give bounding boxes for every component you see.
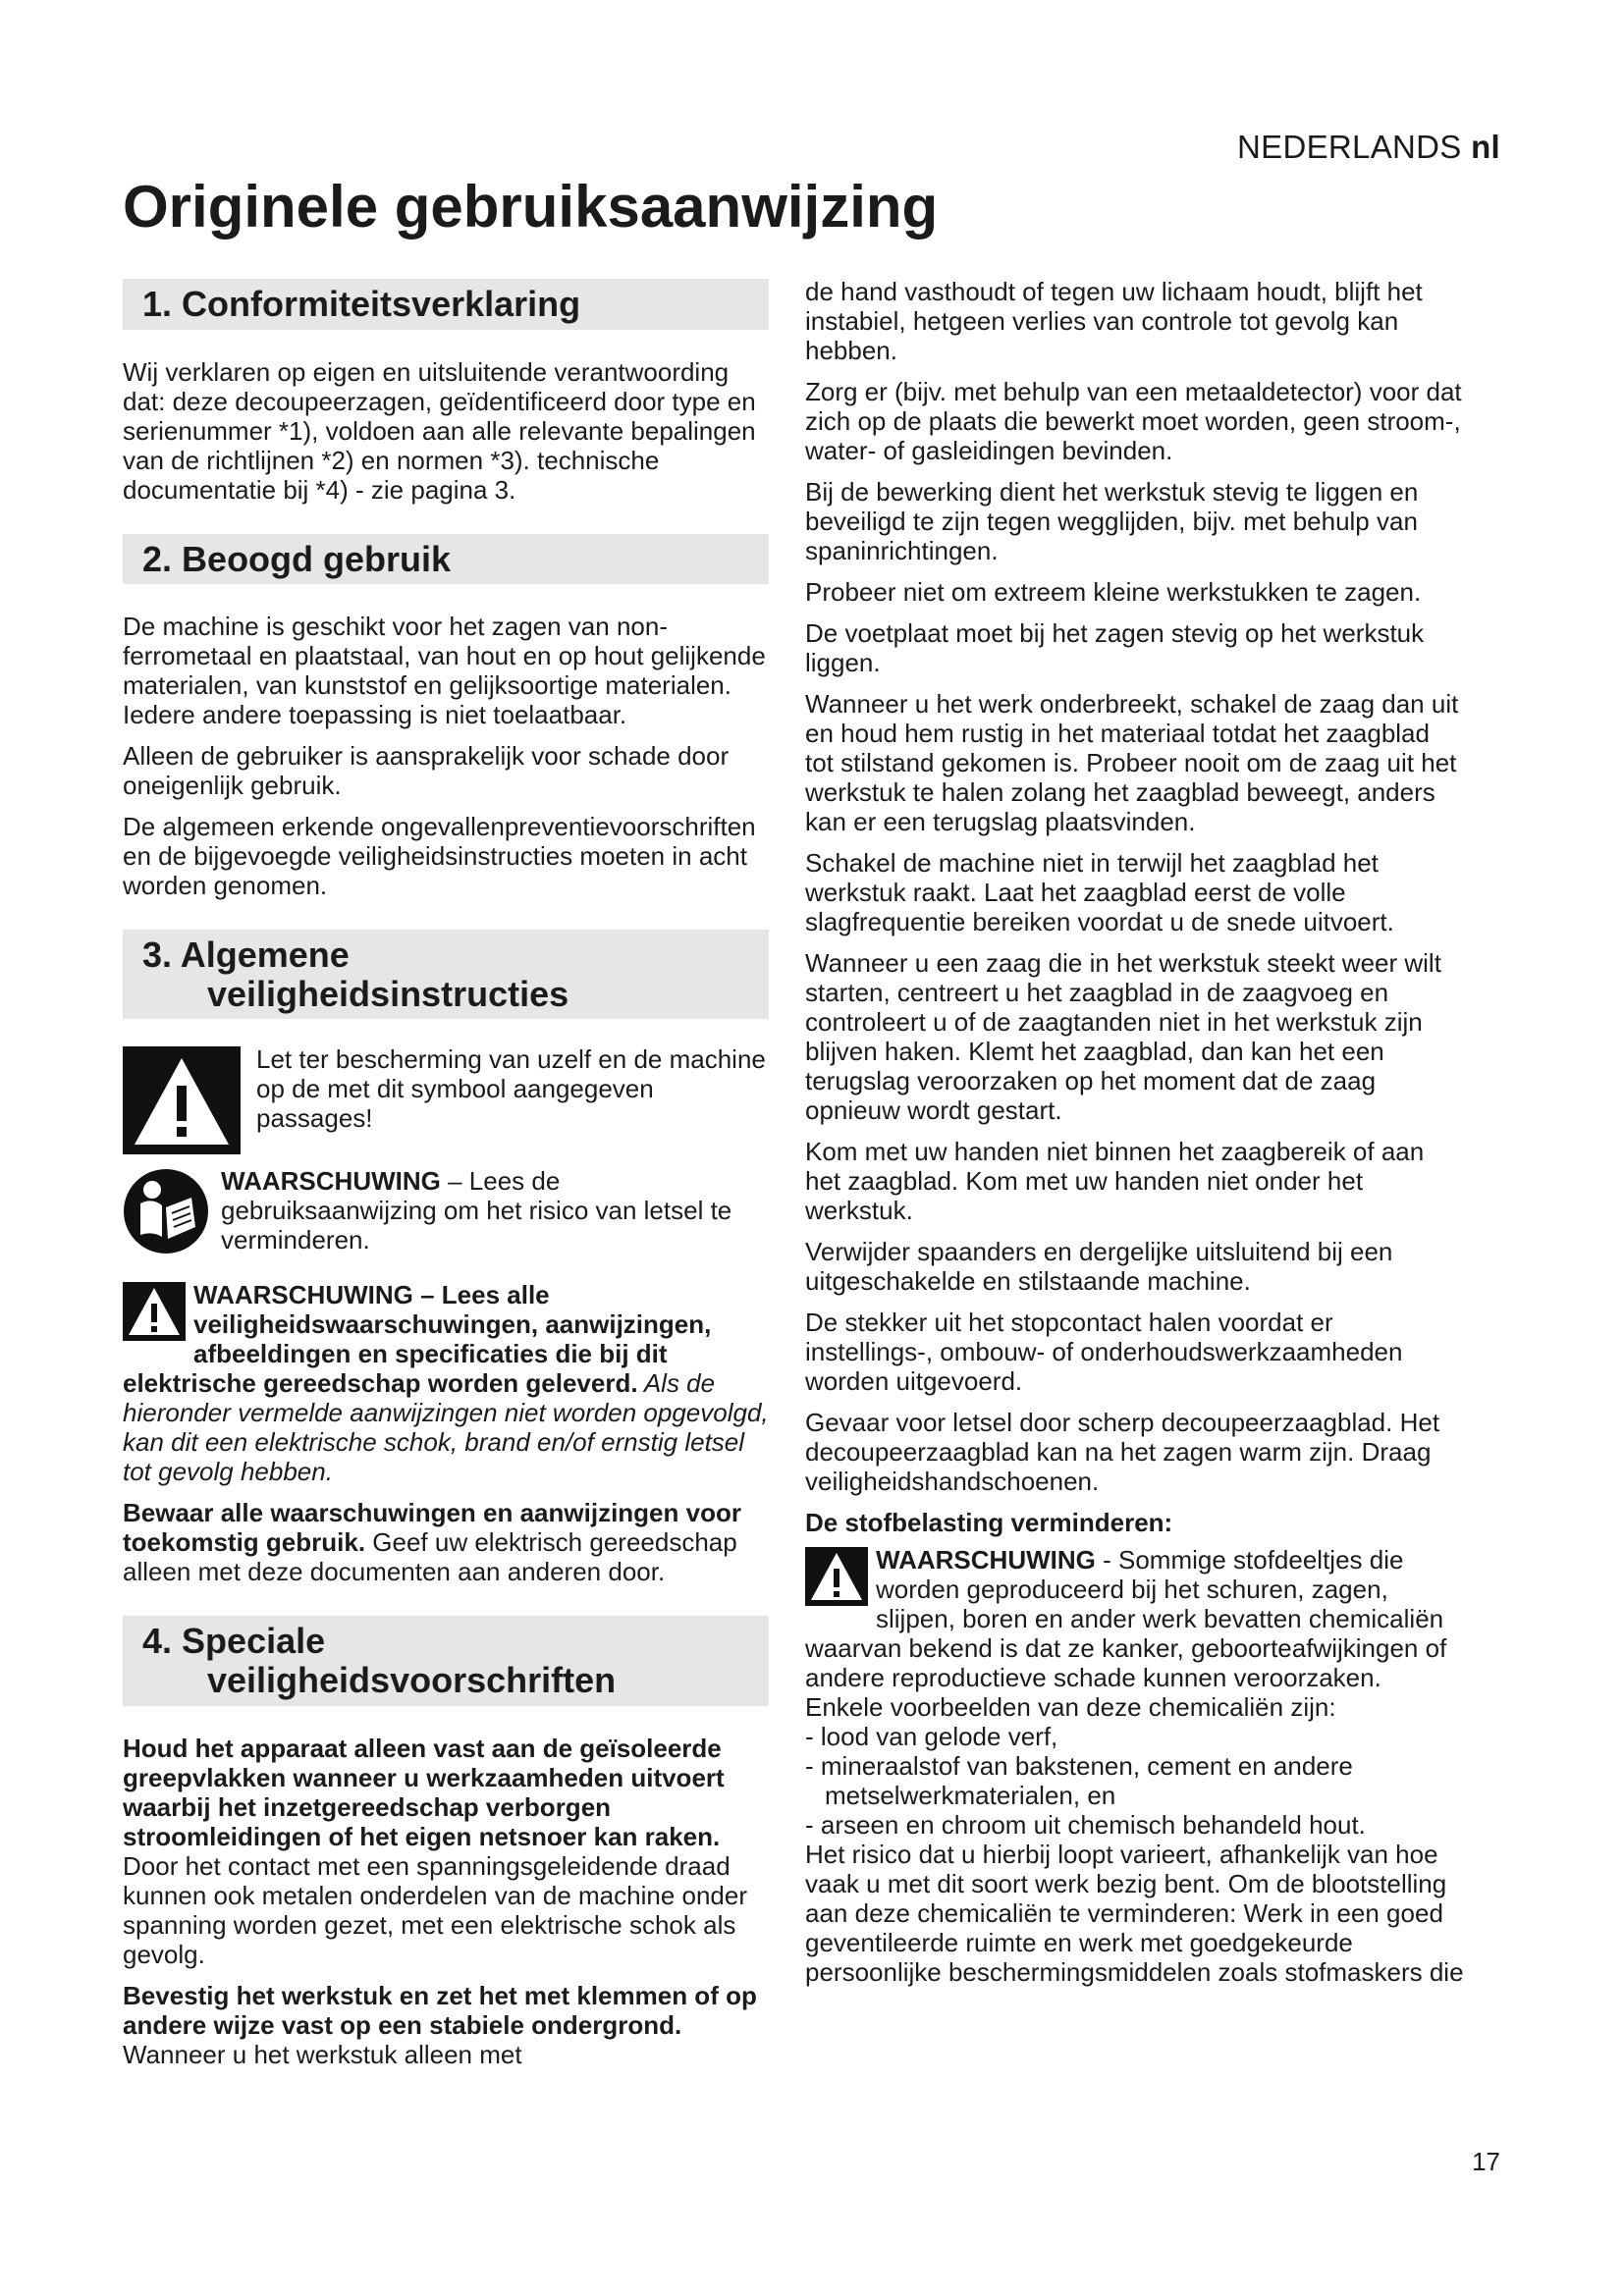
right-paragraph: De stekker uit het stopcontact halen voordat er instellings-, ombouw- of onderhoudswerkzaamheden worden uitgevoerd.: [805, 1308, 1403, 1396]
read-manual-icon: [123, 1168, 209, 1255]
dust-heading: De stofbelasting verminderen:: [805, 1508, 1173, 1537]
page-number: 17: [1472, 2147, 1500, 2176]
section-4-paragraph: Bevestig het werkstuk en zet het met klemmen of op andere wijze vast op een stabiele ondergrond. Wanneer u het werkstuk alleen met: [123, 1980, 757, 2069]
section-2-paragraph: Alleen de gebruiker is aansprakelijk voor schade door oneigenlijk gebruik.: [123, 741, 730, 801]
section-4-paragraph: Houd het apparaat alleen vast aan de geïsoleerde greepvlakken wanneer u werkzaamheden uitvoert waarbij het inzetgereedschap verborgen stroomleidingen of het eigen netsnoer kan raken. Door het contact met een spanningsgeleidende draad kunnen ook metalen onderdelen van de machine onder spanning worden gezet, met een elektrische schok als gevolg.: [123, 1733, 748, 1969]
dust-warning-text: WAARSCHUWING - Sommige stofdeeltjes die worden geproduceerd bij het schuren, zagen, slijpen, boren en ander werk bevatten chemicaliën waarvan bekend is dat ze kanker, geboorteafwijkingen of andere reproductieve schade kunnen veroorzaken. Enkele voorbeelden van deze chemicaliën zijn:: [805, 1545, 1447, 1722]
warning-triangle-icon: [123, 1282, 186, 1341]
section-4-title-line2: veiligheidsvoorschriften: [207, 1659, 617, 1700]
right-paragraph: Bij de bewerking dient het werkstuk stevig te liggen en beveiligd te zijn tegen wegglijden, bijv. met behulp van spaninrichtingen.: [805, 477, 1419, 565]
section-2-number: 2.: [142, 538, 173, 579]
dust-list-item: - mineraalstof van bakstenen, cement en andere: [805, 1751, 1353, 1781]
warning-triangle-icon: [123, 1046, 241, 1154]
section-2-paragraph: De machine is geschikt voor het zagen van non-ferrometaal en plaatstaal, van hout en op hout gelijkende materialen, van kunststof en gelijksoortige materialen. Iedere andere toepassing is niet toelaatbaar.: [123, 612, 766, 730]
section-1-heading: [123, 279, 769, 330]
right-paragraph: Gevaar voor letsel door scherp decoupeerzaagblad. Het decoupeerzaagblad kan na het zagen warm zijn. Draag veiligheidshandschoenen.: [805, 1408, 1440, 1496]
left-column: [123, 279, 769, 2081]
section-1-number: 1.: [142, 284, 173, 324]
section-3-title-line2: veiligheidsinstructies: [207, 973, 569, 1014]
section-3-heading: [123, 930, 769, 1019]
section-1-title: Conformiteitsverklaring: [182, 284, 581, 324]
section-2-paragraph: De algemeen erkende ongevallenpreventievoorschriften en de bijgevoegde veiligheidsinstructies moeten in acht worden genomen.: [123, 812, 756, 901]
right-paragraph: Wanneer u het werk onderbreekt, schakel de zaag dan uit en houd hem rustig in het materiaal totdat het zaagblad tot stilstand gekomen is. Probeer nooit om de zaag uit het werkstuk te halen zolang het zaagblad beweegt, anders kan er een terugslag plaatsvinden.: [805, 689, 1459, 836]
language-label: [1237, 129, 1500, 166]
dust-list-item: metselwerkmaterialen, en: [825, 1781, 1116, 1810]
right-paragraph: Kom met uw handen niet binnen het zaagbereik of aan het zaagblad. Kom met uw handen niet onder het werkstuk.: [805, 1137, 1425, 1225]
right-paragraph: Probeer niet om extreem kleine werkstukken te zagen.: [805, 577, 1422, 607]
section-4-heading: [123, 1616, 769, 1705]
symbol-note-row: [123, 1046, 769, 1154]
section-2-title: Beoogd gebruik: [182, 538, 452, 579]
dust-closing-text: Het risico dat u hierbij loopt varieert, afhankelijk van hoe vaak u met dit soort werk bezig bent. Om de blootstelling aan deze chemicaliën te verminderen: Werk in een goed geventileerde ruimte en werk met goedgekeurde persoonlijke beschermingsmiddelen zoals stofmaskers die: [805, 1840, 1464, 1987]
section-4-number: 4.: [142, 1621, 173, 1662]
section-4-title-line1: Speciale: [182, 1621, 326, 1662]
right-paragraph: Verwijder spaanders en dergelijke uitsluitend bij een uitgeschakelde en stilstaande machine.: [805, 1237, 1393, 1296]
read-manual-row: [123, 1168, 769, 1266]
keep-instructions-text: Bewaar alle waarschuwingen en aanwijzingen voor toekomstig gebruik. Geef uw elektrisch gereedschap alleen met deze documenten aan anderen door.: [123, 1498, 741, 1587]
right-paragraph: de hand vasthoudt of tegen uw lichaam houdt, blijft het instabiel, hetgeen verlies van controle tot gevolg kan hebben.: [805, 277, 1423, 365]
language-word: NEDERLANDS: [1237, 129, 1462, 165]
section-1-paragraph: Wij verklaren op eigen en uitsluitende verantwoording dat: deze decoupeerzagen, geïdentificeerd door type en serienummer *1), voldoen aan alle relevante bepalingen van de richtlijnen *2) en normen *3). technische documentatie bij *4) - zie pagina 3.: [123, 356, 756, 505]
dust-list-item: - lood van gelode verf,: [805, 1722, 1058, 1751]
dust-list-item: - arseen en chroom uit chemisch behandeld hout.: [805, 1810, 1366, 1840]
right-paragraph: Zorg er (bijv. met behulp van een metaaldetector) voor dat zich op de plaats die bewerkt moet worden, geen stroom-, water- of gasleidingen bevinden.: [805, 377, 1462, 465]
right-paragraph: De voetplaat moet bij het zagen stevig op het werkstuk liggen.: [805, 618, 1425, 677]
general-warning-text: WAARSCHUWING – Lees alle veiligheidswaarschuwingen, aanwijzingen, afbeeldingen en specificaties die bij dit elektrische gereedschap worden geleverd. Als de hieronder vermelde aanwijzingen niet worden opgevolgd, kan dit een elektrische schok, brand en/of ernstig letsel tot gevolg hebben.: [123, 1280, 769, 1487]
page-title: Originele gebruiksaanwijzing: [123, 174, 939, 240]
section-2-heading: [123, 534, 769, 585]
section-3-title-line1: Algemene: [180, 934, 350, 976]
right-column: [805, 277, 1465, 1999]
language-code: nl: [1471, 129, 1500, 165]
right-paragraph: Wanneer u een zaag die in het werkstuk steekt weer wilt starten, centreert u het zaagblad in de zaagvoeg en controleert u of de zaagtanden niet in het werkstuk zijn blijven haken. Klemt het zaagblad, dan kan het een terugslag veroorzaken op het moment dat de zaag opnieuw wordt gestart.: [805, 948, 1441, 1125]
read-manual-text: WAARSCHUWING – Lees de gebruiksaanwijzing om het risico van letsel te verminderen.: [221, 1166, 732, 1255]
right-paragraph: Schakel de machine niet in terwijl het zaagblad het werkstuk raakt. Laat het zaagblad eerst de volle slagfrequentie bereiken voordat u de snede uitvoert.: [805, 848, 1394, 936]
section-3-number: 3.: [142, 934, 173, 976]
warning-triangle-icon: [805, 1547, 868, 1606]
symbol-note-text: Let ter bescherming van uzelf en de machine op de met dit symbool aangegeven passages!: [256, 1044, 766, 1134]
